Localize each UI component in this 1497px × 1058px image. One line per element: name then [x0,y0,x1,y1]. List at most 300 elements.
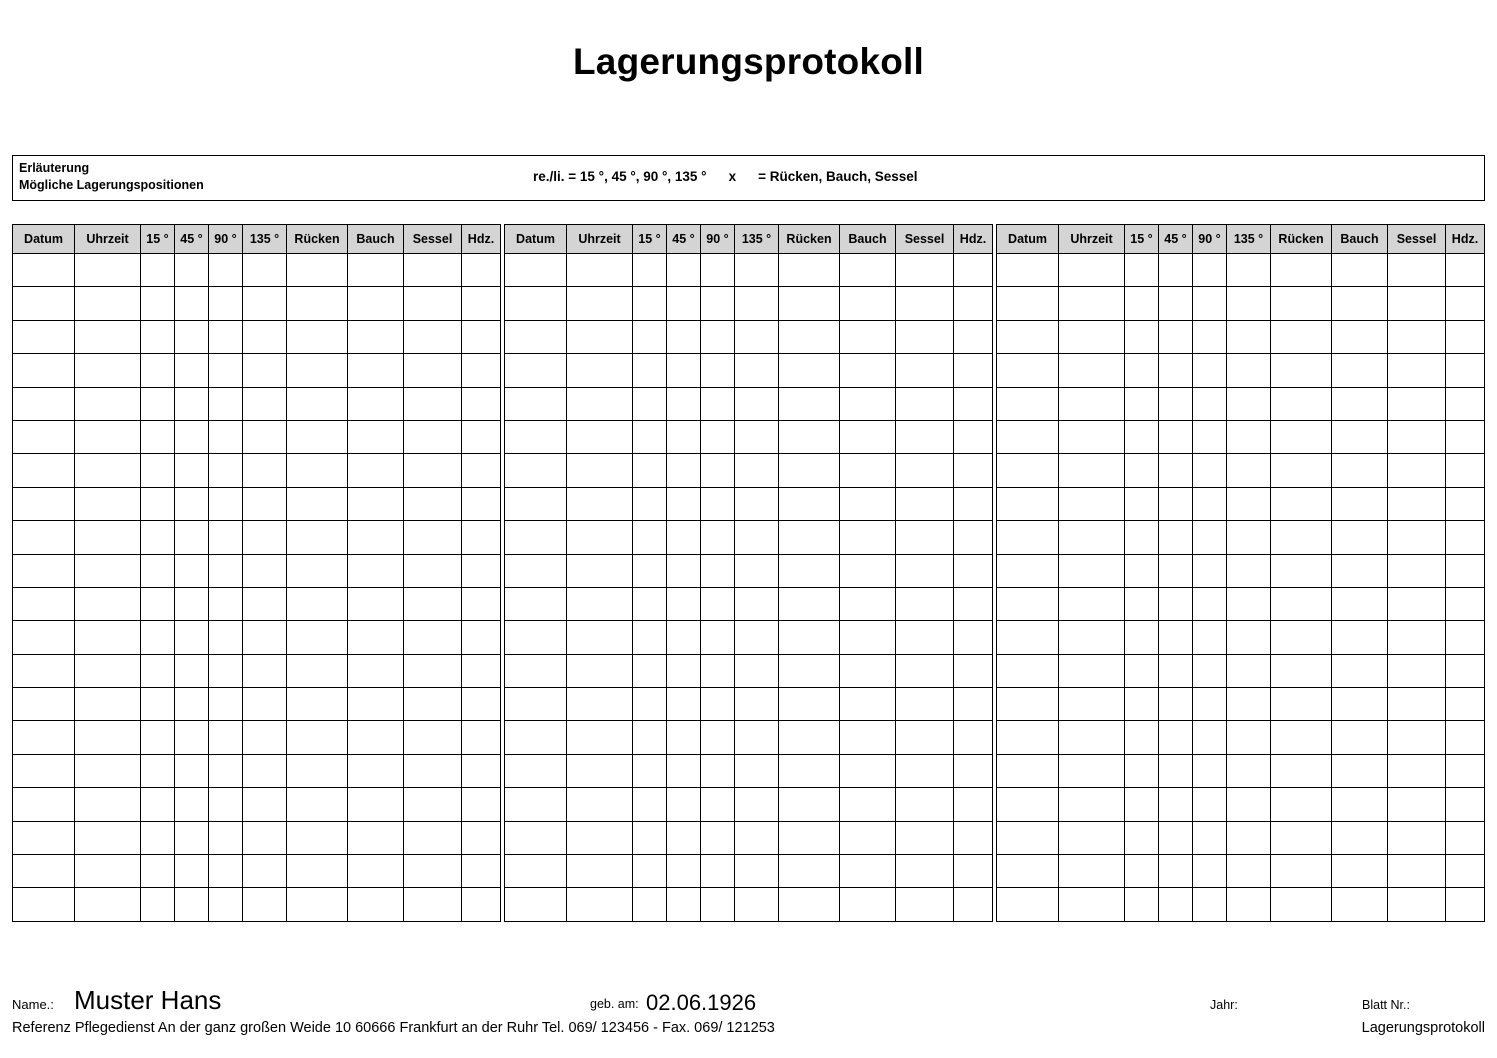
table-cell[interactable] [1446,354,1485,387]
table-cell[interactable] [633,287,667,320]
table-cell[interactable] [954,420,993,453]
table-cell[interactable] [13,554,75,587]
table-cell[interactable] [1332,721,1388,754]
table-cell[interactable] [141,254,175,287]
table-cell[interactable] [462,420,501,453]
table-cell[interactable] [779,354,840,387]
table-cell[interactable] [75,754,141,787]
table-cell[interactable] [75,654,141,687]
table-cell[interactable] [997,287,1059,320]
table-cell[interactable] [633,554,667,587]
table-cell[interactable] [633,487,667,520]
table-cell[interactable] [567,855,633,888]
table-cell[interactable] [633,788,667,821]
table-cell[interactable] [633,454,667,487]
table-cell[interactable] [13,387,75,420]
table-cell[interactable] [175,254,209,287]
table-cell[interactable] [779,855,840,888]
table-cell[interactable] [954,754,993,787]
table-cell[interactable] [348,287,404,320]
table-cell[interactable] [896,354,954,387]
table-cell[interactable] [141,855,175,888]
table-cell[interactable] [667,354,701,387]
table-cell[interactable] [997,621,1059,654]
table-cell[interactable] [1059,254,1125,287]
table-cell[interactable] [1227,320,1271,353]
table-cell[interactable] [348,788,404,821]
table-cell[interactable] [1125,855,1159,888]
table-cell[interactable] [567,554,633,587]
table-cell[interactable] [1271,821,1332,854]
table-cell[interactable] [779,420,840,453]
table-cell[interactable] [1159,888,1193,921]
table-cell[interactable] [462,888,501,921]
table-cell[interactable] [667,454,701,487]
table-cell[interactable] [1125,320,1159,353]
table-cell[interactable] [462,454,501,487]
table-cell[interactable] [175,454,209,487]
table-cell[interactable] [667,254,701,287]
table-cell[interactable] [667,487,701,520]
table-cell[interactable] [141,420,175,453]
table-cell[interactable] [735,587,779,620]
table-cell[interactable] [1332,754,1388,787]
table-cell[interactable] [567,788,633,821]
table-cell[interactable] [1193,387,1227,420]
table-cell[interactable] [243,721,287,754]
table-cell[interactable] [1332,621,1388,654]
table-cell[interactable] [1059,888,1125,921]
table-cell[interactable] [1227,487,1271,520]
table-cell[interactable] [1227,621,1271,654]
table-cell[interactable] [462,521,501,554]
table-cell[interactable] [75,587,141,620]
table-cell[interactable] [1159,688,1193,721]
table-cell[interactable] [1125,788,1159,821]
table-cell[interactable] [667,721,701,754]
table-cell[interactable] [1388,688,1446,721]
table-cell[interactable] [997,688,1059,721]
table-cell[interactable] [287,454,348,487]
table-cell[interactable] [1332,855,1388,888]
table-cell[interactable] [404,855,462,888]
table-cell[interactable] [633,621,667,654]
table-cell[interactable] [462,821,501,854]
table-cell[interactable] [1332,688,1388,721]
table-cell[interactable] [1388,721,1446,754]
table-cell[interactable] [1125,654,1159,687]
table-cell[interactable] [1388,654,1446,687]
table-cell[interactable] [404,621,462,654]
table-cell[interactable] [779,320,840,353]
table-cell[interactable] [1446,320,1485,353]
table-cell[interactable] [779,487,840,520]
table-cell[interactable] [701,521,735,554]
table-cell[interactable] [896,888,954,921]
table-cell[interactable] [1388,888,1446,921]
table-cell[interactable] [1125,387,1159,420]
table-cell[interactable] [1193,788,1227,821]
table-cell[interactable] [567,654,633,687]
table-cell[interactable] [633,888,667,921]
table-cell[interactable] [1059,855,1125,888]
table-cell[interactable] [13,487,75,520]
table-cell[interactable] [287,354,348,387]
table-cell[interactable] [779,554,840,587]
table-cell[interactable] [287,688,348,721]
table-cell[interactable] [1193,254,1227,287]
table-cell[interactable] [1271,454,1332,487]
table-cell[interactable] [997,387,1059,420]
table-cell[interactable] [287,721,348,754]
table-cell[interactable] [1271,287,1332,320]
table-cell[interactable] [840,420,896,453]
table-cell[interactable] [287,254,348,287]
table-cell[interactable] [243,855,287,888]
table-cell[interactable] [1059,521,1125,554]
table-cell[interactable] [141,587,175,620]
table-cell[interactable] [735,521,779,554]
table-cell[interactable] [1159,654,1193,687]
table-cell[interactable] [462,721,501,754]
table-cell[interactable] [1446,454,1485,487]
table-cell[interactable] [840,287,896,320]
table-cell[interactable] [1388,621,1446,654]
table-cell[interactable] [1446,788,1485,821]
table-cell[interactable] [1332,254,1388,287]
table-cell[interactable] [1332,387,1388,420]
table-cell[interactable] [141,721,175,754]
table-cell[interactable] [1271,420,1332,453]
table-cell[interactable] [141,888,175,921]
table-cell[interactable] [175,855,209,888]
table-cell[interactable] [1193,420,1227,453]
table-cell[interactable] [1388,354,1446,387]
table-cell[interactable] [287,621,348,654]
table-cell[interactable] [735,454,779,487]
table-cell[interactable] [954,821,993,854]
table-cell[interactable] [1059,654,1125,687]
table-cell[interactable] [348,487,404,520]
table-cell[interactable] [701,487,735,520]
table-cell[interactable] [404,688,462,721]
table-cell[interactable] [1059,287,1125,320]
table-cell[interactable] [1332,320,1388,353]
table-cell[interactable] [141,654,175,687]
table-cell[interactable] [667,855,701,888]
table-cell[interactable] [896,788,954,821]
table-cell[interactable] [348,621,404,654]
table-cell[interactable] [505,654,567,687]
table-cell[interactable] [1193,587,1227,620]
table-cell[interactable] [567,487,633,520]
table-cell[interactable] [1159,821,1193,854]
table-cell[interactable] [779,754,840,787]
table-cell[interactable] [1388,420,1446,453]
table-cell[interactable] [243,688,287,721]
table-cell[interactable] [505,721,567,754]
table-cell[interactable] [462,554,501,587]
table-cell[interactable] [505,855,567,888]
table-cell[interactable] [1125,587,1159,620]
table-cell[interactable] [243,487,287,520]
table-cell[interactable] [1193,621,1227,654]
table-cell[interactable] [779,721,840,754]
table-cell[interactable] [567,888,633,921]
table-cell[interactable] [243,888,287,921]
table-cell[interactable] [141,387,175,420]
table-cell[interactable] [287,487,348,520]
table-cell[interactable] [1159,454,1193,487]
table-cell[interactable] [141,788,175,821]
table-cell[interactable] [1059,554,1125,587]
table-cell[interactable] [633,387,667,420]
table-cell[interactable] [462,754,501,787]
table-cell[interactable] [1227,521,1271,554]
table-cell[interactable] [840,654,896,687]
table-cell[interactable] [1159,554,1193,587]
table-cell[interactable] [505,821,567,854]
table-cell[interactable] [896,454,954,487]
table-cell[interactable] [1446,387,1485,420]
table-cell[interactable] [75,688,141,721]
table-cell[interactable] [1446,721,1485,754]
table-cell[interactable] [567,420,633,453]
table-cell[interactable] [567,454,633,487]
table-cell[interactable] [209,521,243,554]
table-cell[interactable] [243,420,287,453]
table-cell[interactable] [13,621,75,654]
table-cell[interactable] [1059,621,1125,654]
table-cell[interactable] [633,420,667,453]
table-cell[interactable] [1332,420,1388,453]
table-cell[interactable] [667,320,701,353]
table-cell[interactable] [667,621,701,654]
table-cell[interactable] [462,254,501,287]
table-cell[interactable] [1159,754,1193,787]
table-cell[interactable] [735,788,779,821]
table-cell[interactable] [1227,254,1271,287]
table-cell[interactable] [735,654,779,687]
table-cell[interactable] [505,888,567,921]
table-cell[interactable] [840,621,896,654]
table-cell[interactable] [1446,621,1485,654]
table-cell[interactable] [701,587,735,620]
table-cell[interactable] [896,754,954,787]
table-cell[interactable] [1227,654,1271,687]
table-cell[interactable] [505,387,567,420]
table-cell[interactable] [175,654,209,687]
table-cell[interactable] [954,254,993,287]
table-cell[interactable] [735,354,779,387]
table-cell[interactable] [567,754,633,787]
table-cell[interactable] [1159,587,1193,620]
table-cell[interactable] [779,821,840,854]
table-cell[interactable] [243,587,287,620]
table-cell[interactable] [954,654,993,687]
table-cell[interactable] [633,587,667,620]
table-cell[interactable] [287,387,348,420]
table-cell[interactable] [840,855,896,888]
table-cell[interactable] [1446,888,1485,921]
table-cell[interactable] [1227,888,1271,921]
table-cell[interactable] [348,254,404,287]
table-cell[interactable] [840,888,896,921]
table-cell[interactable] [701,387,735,420]
table-cell[interactable] [735,754,779,787]
table-cell[interactable] [667,387,701,420]
table-cell[interactable] [997,454,1059,487]
table-cell[interactable] [13,420,75,453]
table-cell[interactable] [779,788,840,821]
table-cell[interactable] [209,654,243,687]
table-cell[interactable] [1193,754,1227,787]
table-cell[interactable] [209,320,243,353]
table-cell[interactable] [462,387,501,420]
table-cell[interactable] [404,821,462,854]
table-cell[interactable] [141,688,175,721]
table-cell[interactable] [1125,754,1159,787]
table-cell[interactable] [243,554,287,587]
table-cell[interactable] [997,788,1059,821]
table-cell[interactable] [1271,721,1332,754]
table-cell[interactable] [735,320,779,353]
table-cell[interactable] [567,387,633,420]
table-cell[interactable] [1271,387,1332,420]
table-cell[interactable] [404,654,462,687]
table-cell[interactable] [1059,788,1125,821]
table-cell[interactable] [735,688,779,721]
table-cell[interactable] [840,254,896,287]
table-cell[interactable] [243,287,287,320]
table-cell[interactable] [13,587,75,620]
table-cell[interactable] [735,487,779,520]
table-cell[interactable] [1271,654,1332,687]
table-cell[interactable] [1271,554,1332,587]
table-cell[interactable] [209,554,243,587]
table-cell[interactable] [175,521,209,554]
table-cell[interactable] [1271,320,1332,353]
table-cell[interactable] [567,521,633,554]
table-cell[interactable] [840,487,896,520]
table-cell[interactable] [1332,454,1388,487]
table-cell[interactable] [633,254,667,287]
table-cell[interactable] [1271,254,1332,287]
table-cell[interactable] [75,521,141,554]
table-cell[interactable] [1125,521,1159,554]
table-cell[interactable] [141,487,175,520]
table-cell[interactable] [141,354,175,387]
table-cell[interactable] [462,320,501,353]
table-cell[interactable] [667,420,701,453]
table-cell[interactable] [75,855,141,888]
table-cell[interactable] [1388,788,1446,821]
table-cell[interactable] [287,521,348,554]
table-cell[interactable] [175,487,209,520]
table-cell[interactable] [1193,320,1227,353]
table-cell[interactable] [175,287,209,320]
table-cell[interactable] [896,420,954,453]
table-cell[interactable] [667,554,701,587]
table-cell[interactable] [141,754,175,787]
table-cell[interactable] [1271,788,1332,821]
table-cell[interactable] [1193,454,1227,487]
table-cell[interactable] [567,721,633,754]
table-cell[interactable] [997,254,1059,287]
table-cell[interactable] [997,754,1059,787]
table-cell[interactable] [997,521,1059,554]
table-cell[interactable] [954,320,993,353]
table-cell[interactable] [633,821,667,854]
table-cell[interactable] [1332,287,1388,320]
table-cell[interactable] [735,721,779,754]
table-cell[interactable] [701,654,735,687]
table-cell[interactable] [209,855,243,888]
table-cell[interactable] [1059,454,1125,487]
table-cell[interactable] [13,454,75,487]
table-cell[interactable] [287,420,348,453]
table-cell[interactable] [13,855,75,888]
table-cell[interactable] [896,387,954,420]
table-cell[interactable] [896,621,954,654]
table-cell[interactable] [404,554,462,587]
table-cell[interactable] [1446,254,1485,287]
table-cell[interactable] [1227,688,1271,721]
table-cell[interactable] [997,354,1059,387]
table-cell[interactable] [997,654,1059,687]
table-cell[interactable] [1227,454,1271,487]
table-cell[interactable] [1446,420,1485,453]
table-cell[interactable] [287,287,348,320]
table-cell[interactable] [1388,855,1446,888]
table-cell[interactable] [896,587,954,620]
table-cell[interactable] [633,688,667,721]
table-cell[interactable] [1227,420,1271,453]
table-cell[interactable] [505,587,567,620]
table-cell[interactable] [287,754,348,787]
table-cell[interactable] [348,587,404,620]
table-cell[interactable] [701,855,735,888]
table-cell[interactable] [1159,788,1193,821]
table-cell[interactable] [243,454,287,487]
table-cell[interactable] [175,754,209,787]
table-cell[interactable] [896,654,954,687]
table-cell[interactable] [997,855,1059,888]
table-cell[interactable] [243,821,287,854]
table-cell[interactable] [1446,754,1485,787]
table-cell[interactable] [840,320,896,353]
table-cell[interactable] [505,454,567,487]
table-cell[interactable] [1125,688,1159,721]
table-cell[interactable] [243,320,287,353]
table-cell[interactable] [1193,521,1227,554]
table-cell[interactable] [1193,287,1227,320]
table-cell[interactable] [462,788,501,821]
table-cell[interactable] [1332,554,1388,587]
table-cell[interactable] [1159,521,1193,554]
table-cell[interactable] [1059,688,1125,721]
table-cell[interactable] [505,320,567,353]
table-cell[interactable] [1193,487,1227,520]
table-cell[interactable] [567,688,633,721]
table-cell[interactable] [567,354,633,387]
table-cell[interactable] [505,521,567,554]
table-cell[interactable] [13,821,75,854]
table-cell[interactable] [1227,754,1271,787]
table-cell[interactable] [404,487,462,520]
table-cell[interactable] [1271,521,1332,554]
table-cell[interactable] [701,754,735,787]
